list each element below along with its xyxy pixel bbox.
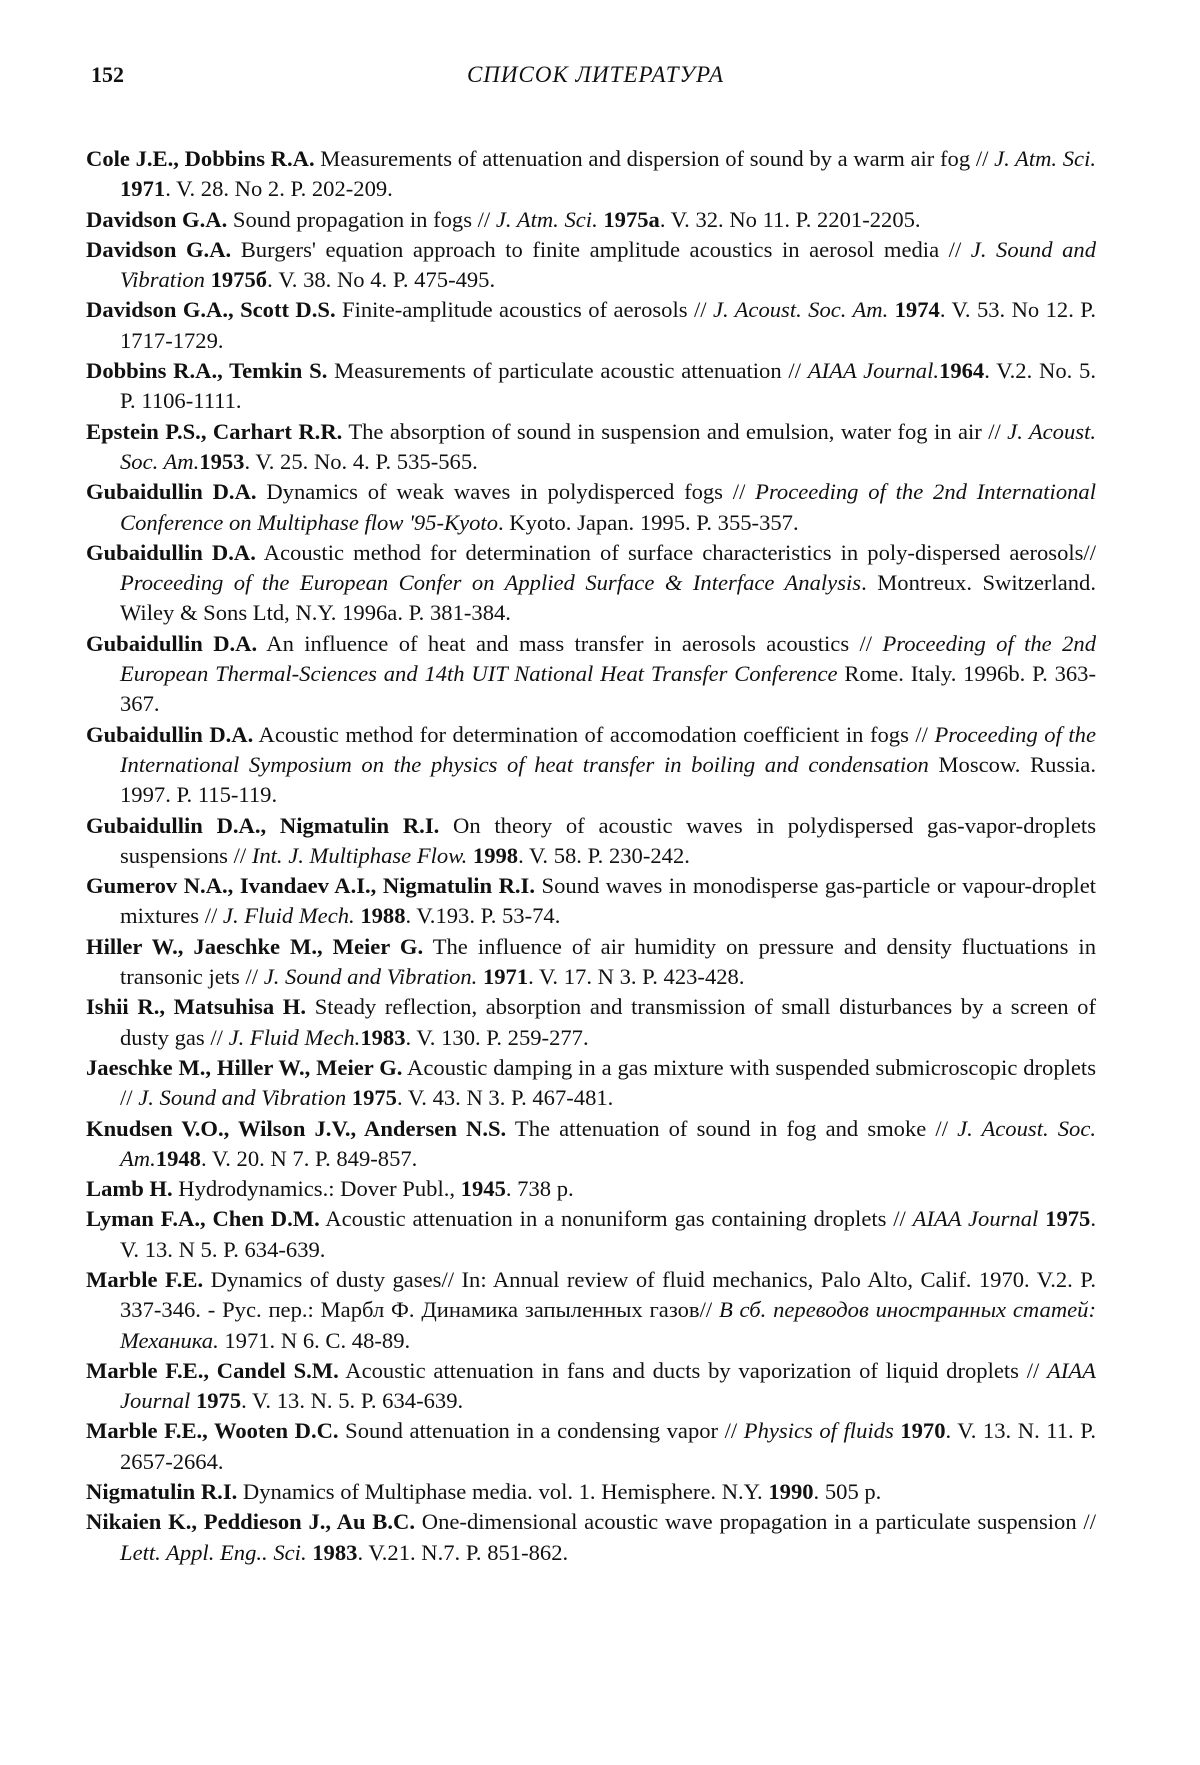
reference-details: . V. 53. No 12. P. 1717-1729.: [120, 297, 1096, 353]
reference-details: . V. 38. No 4. P. 475-495.: [267, 267, 496, 293]
reference-journal: AIAA Journal: [912, 1206, 1039, 1232]
reference-journal: Physics of fluids: [743, 1418, 894, 1444]
reference-year: 1953: [199, 448, 245, 474]
reference-title: Acoustic damping in a gas mixture with suspended submicroscopic droplets //: [120, 1054, 1096, 1111]
reference-details: Moscow. Russia. 1997. P. 115-119.: [120, 751, 1096, 808]
reference-year: 1975: [346, 1085, 397, 1111]
reference-journal: Proceeding of the International Symposium on the physics of heat transfer in boiling and condensation: [120, 721, 1096, 777]
reference-journal: Proceeding of the 2nd European Thermal-Sciences and 14th UIT National Heat Transfer Conference: [120, 630, 1096, 687]
page-header: [91, 62, 1100, 96]
reference-details: . V. 20. N 7. P. 849-857.: [200, 1145, 418, 1171]
reference-authors: Gubaidullin D.A.: [86, 539, 256, 565]
reference-details: . V. 17. N 3. P. 423-428.: [528, 964, 745, 990]
reference-title: The absorption of sound in suspension and emulsion, water fog in air //: [342, 418, 1008, 444]
reference-journal: В сб. переводов иностранных статей: Механика.: [120, 1297, 1096, 1353]
reference-title: One-dimensional acoustic wave propagation in a particulate suspension //: [414, 1509, 1096, 1535]
reference-entry: [86, 720, 1096, 811]
reference-details: . V. 43. N 3. P. 467-481.: [396, 1085, 614, 1111]
reference-journal: J. Fluid Mech.: [222, 903, 355, 929]
reference-year: 1970: [893, 1418, 946, 1444]
reference-details: . V.2. No. 5. P. 1106-1111.: [120, 358, 1097, 414]
reference-title: Measurements of attenuation and dispersion of sound by a warm air fog //: [314, 146, 995, 171]
reference-journal: J. Atm. Sci.: [495, 206, 598, 232]
reference-entry: [86, 1114, 1096, 1175]
reference-entry: [86, 871, 1096, 932]
reference-year: 1971: [477, 964, 529, 990]
reference-details: . V. 130. P. 259-277.: [405, 1024, 589, 1050]
reference-details: . 738 p.: [505, 1176, 574, 1202]
reference-details: 1971. N 6. С. 48-89.: [218, 1327, 411, 1353]
reference-title: Acoustic method for determination of surface characteristics in poly-dispersed aerosols//: [255, 539, 1096, 565]
reference-year: 1974: [888, 297, 940, 323]
reference-entry: [86, 932, 1096, 993]
reference-details: . V. 58. P. 230-242.: [518, 842, 690, 868]
reference-entry: [86, 1204, 1096, 1265]
reference-entry: [86, 1416, 1096, 1477]
reference-title: Burgers' equation approach to finite amplitude acoustics in aerosol media //: [231, 236, 971, 262]
reference-authors: Marble F.E.: [86, 1266, 204, 1292]
reference-journal: J. Atm. Sci.: [994, 146, 1096, 171]
reference-authors: Dobbins R.A., Temkin S.: [86, 358, 328, 384]
reference-journal: Lett. Appl. Eng.. Sci.: [120, 1539, 307, 1565]
reference-entry: [86, 356, 1096, 417]
reference-details: . V.21. N.7. P. 851-862.: [357, 1539, 569, 1565]
reference-title: Acoustic attenuation in fans and ducts by vaporization of liquid droplets //: [338, 1357, 1048, 1383]
reference-title: Sound attenuation in a condensing vapor //: [338, 1418, 744, 1444]
reference-journal: J. Acoust. Soc. Am.: [120, 418, 1096, 474]
reference-title: Steady reflection, absorption and transmission of small disturbances by a screen of dusty gas //: [120, 994, 1096, 1050]
reference-details: . V. 13. N. 5. P. 634-639.: [241, 1388, 464, 1414]
reference-authors: Marble F.E., Wooten D.C.: [86, 1418, 339, 1444]
reference-year: 1988: [354, 903, 406, 929]
reference-authors: Epstein P.S., Carhart R.R.: [86, 418, 343, 444]
reference-title: Dynamics of weak waves in polydisperced fogs //: [256, 479, 756, 505]
reference-entry: [86, 538, 1096, 629]
reference-authors: Davidson G.A.: [86, 206, 228, 232]
reference-journal: Int. J. Multiphase Flow.: [251, 842, 468, 868]
reference-year: 1945: [460, 1176, 506, 1202]
reference-authors: Hiller W., Jaeschke M., Meier G.: [86, 933, 424, 959]
reference-details: . Montreux. Switzerland. Wiley & Sons Ltd, N.Y. 1996a. P. 381-384.: [120, 570, 1097, 626]
reference-authors: Marble F.E., Candel S.M.: [86, 1357, 339, 1383]
reference-year: 1975a: [597, 206, 660, 232]
reference-title: The influence of air humidity on pressure and density fluctuations in transonic jets //: [120, 933, 1096, 990]
reference-journal: Proceeding of the European Confer on Applied Surface & Interface Analysis: [120, 570, 862, 596]
reference-entry: [86, 295, 1096, 356]
reference-entry: [86, 992, 1096, 1053]
reference-year: 1975б: [204, 267, 268, 293]
reference-year: 1983: [360, 1024, 406, 1050]
reference-title: Sound waves in monodisperse gas-particle or vapour-droplet mixtures //: [120, 873, 1096, 929]
reference-title: Measurements of particulate acoustic attenuation //: [327, 358, 808, 384]
reference-year: 1975: [190, 1388, 242, 1414]
reference-year: 1975: [1038, 1206, 1091, 1232]
reference-entry: [86, 144, 1096, 205]
reference-authors: Knudsen V.O., Wilson J.V., Andersen N.S.: [86, 1115, 507, 1141]
reference-entry: [86, 1174, 1096, 1204]
reference-entry: [86, 1477, 1096, 1507]
reference-authors: Gubaidullin D.A.: [86, 721, 254, 747]
reference-journal: J. Sound and Vibration: [138, 1085, 347, 1111]
reference-details: . V. 13. N 5. P. 634-639.: [120, 1206, 1096, 1262]
reference-title: Dynamics of Multiphase media. vol. 1. Hemisphere. N.Y.: [237, 1479, 769, 1505]
reference-details: . V. 25. No. 4. P. 535-565.: [244, 448, 478, 474]
reference-entry: [86, 1356, 1096, 1417]
reference-details: . V.193. P. 53-74.: [405, 903, 561, 929]
reference-year: 1990: [768, 1479, 814, 1505]
reference-entry: [86, 629, 1096, 720]
reference-authors: Gubaidullin D.A.: [86, 479, 257, 505]
reference-details: . 505 p.: [813, 1479, 882, 1505]
reference-authors: Nikaien K., Peddieson J., Au B.C.: [86, 1509, 415, 1535]
reference-title: Finite-amplitude acoustics of aerosols //: [335, 297, 713, 323]
reference-entry: [86, 811, 1096, 872]
running-head: СПИСОК ЛИТЕРАТУРА: [466, 62, 725, 87]
reference-details: Rome. Italy. 1996b. P. 363-367.: [120, 661, 1097, 717]
reference-title: The attenuation of sound in fog and smoke //: [506, 1115, 958, 1141]
reference-year: 1948: [155, 1145, 201, 1171]
reference-title: Acoustic attenuation in a nonuniform gas containing droplets //: [319, 1206, 913, 1232]
reference-title: An influence of heat and mass transfer in aerosols acoustics //: [257, 630, 883, 656]
reference-year: 1983: [306, 1539, 358, 1565]
reference-title: On theory of acoustic waves in polydispersed gas-vapor-droplets suspensions //: [120, 812, 1096, 868]
reference-journal: J. Fluid Mech.: [228, 1024, 361, 1050]
reference-title: Dynamics of dusty gases// In: Annual review of fluid mechanics, Palo Alto, Calif. 1970. V.2. P. 337-346. - Рус. пер.: Марбл Ф. Динамика запыленных газов//: [120, 1266, 1096, 1323]
reference-journal: AIAA Journal.: [807, 358, 940, 384]
reference-authors: Jaeschke M., Hiller W., Meier G.: [86, 1054, 403, 1080]
reference-details: . V. 32. No 11. P. 2201-2205.: [659, 206, 921, 232]
reference-details: . Kyoto. Japan. 1995. P. 355-357.: [498, 509, 799, 535]
reference-year: 1971: [120, 176, 166, 202]
reference-entry: [86, 1265, 1096, 1356]
reference-authors: Gubaidullin D.A., Nigmatulin R.I.: [86, 812, 440, 838]
reference-journal: J. Sound and Vibration: [120, 236, 1096, 293]
reference-entry: [86, 417, 1096, 478]
reference-journal: J. Sound and Vibration.: [263, 964, 478, 990]
reference-journal: Proceeding of the 2nd International Conference on Multiphase flow '95-Kyoto: [120, 479, 1096, 535]
reference-authors: Davidson G.A., Scott D.S.: [86, 297, 336, 323]
reference-entry: [86, 477, 1096, 538]
reference-entry: [86, 235, 1096, 296]
reference-year: 1964: [939, 358, 985, 384]
reference-authors: Lamb H.: [86, 1176, 173, 1202]
reference-journal: J. Acoust. Soc. Am.: [712, 297, 889, 323]
reference-entry: [86, 1053, 1096, 1114]
reference-authors: Gumerov N.A., Ivandaev A.I., Nigmatulin R.I.: [86, 873, 535, 899]
reference-title: Acoustic method for determination of accomodation coefficient in fogs //: [253, 721, 935, 747]
reference-authors: Cole J.E., Dobbins R.A.: [86, 146, 315, 171]
reference-entry: [86, 1507, 1096, 1568]
reference-authors: Ishii R., Matsuhisa H.: [86, 994, 307, 1020]
reference-list: [86, 144, 1096, 1568]
reference-entry: [86, 205, 1096, 235]
reference-details: . V. 13. N. 11. P. 2657-2664.: [120, 1418, 1096, 1474]
page-number: 152: [91, 62, 124, 87]
reference-year: 1998: [467, 842, 519, 868]
reference-authors: Nigmatulin R.I.: [86, 1479, 238, 1505]
reference-authors: Lyman F.A., Chen D.M.: [86, 1206, 320, 1232]
reference-journal: J. Acoust. Soc. Am.: [120, 1115, 1096, 1171]
reference-details: . V. 28. No 2. P. 202-209.: [165, 176, 393, 202]
reference-title: Hydrodynamics.: Dover Publ.,: [172, 1176, 461, 1202]
reference-title: Sound propagation in fogs //: [227, 206, 496, 232]
reference-journal: AIAA Journal: [120, 1357, 1096, 1414]
reference-authors: Davidson G.A.: [86, 236, 232, 262]
reference-authors: Gubaidullin D.A.: [86, 630, 258, 656]
